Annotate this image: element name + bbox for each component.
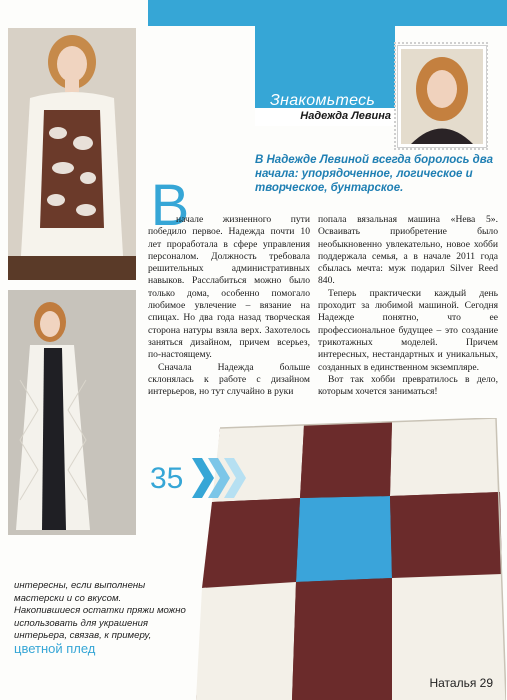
article-column-2 xyxy=(318,214,498,398)
page-footer: Наталья 29 xyxy=(429,676,493,690)
image-caption xyxy=(14,580,189,658)
paragraph: начале жизненного пути победило первое. Надежда почти 10 лет проработала в сфере управления персоналом. Должность требовала решительных административных навыков. Расслабиться можно было только дома, особенно помогало любимое увлечение – вязание на спицах. Но два года назад творческая сторона натуры взяла верх. Захотелось заняться дизайном, причем всерьез, по-настоящему. xyxy=(148,214,310,361)
caption-text: интересны, если выполнены мастерски и со вкусом. Накопившиеся остатки пряжи можно использовать для украшения интерьера, связав, к примеру, xyxy=(14,580,186,642)
lead-paragraph: В Надежде Левиной всегда боролось два начала: упорядоченное, логическое и творческое, бунтарское. xyxy=(255,154,493,194)
paragraph: попала вязальная машина «Нева 5». Осваивать приобретение было необыкновенно увлекательно, новое хобби поддержала семья, а в начале 2011 года сбылась мечта: муж подарил Silver Reed 840. xyxy=(318,214,498,287)
chevron-right-icon xyxy=(224,458,246,498)
section-kicker: Знакомьтесь xyxy=(270,92,376,109)
page-badge-number: 35 xyxy=(150,462,184,495)
photo-woman-lace-tunic xyxy=(8,28,136,280)
paragraph: Сначала Надежда больше склонялась к работе с дизайном интерьеров, но тут случайно в руки xyxy=(148,361,310,398)
paragraph: Вот так хобби превратилось в дело, которым хочется заниматься! xyxy=(318,373,498,398)
paragraph: Теперь практически каждый день проходит за любимой машиной. Сегодня Надежде понятно, что ее профессиональное будущее – это создание трикотажных моделей. Причем интересных, нестандартных и уникальных, созданных в единственном экземпляре. xyxy=(318,287,498,373)
header-band xyxy=(148,0,507,26)
article-column-1 xyxy=(148,214,310,398)
drop-cap: В xyxy=(150,173,190,238)
portrait-photo xyxy=(398,46,486,147)
photo-woman-long-cardigan xyxy=(8,290,136,535)
caption-highlight: цветной плед xyxy=(14,640,96,656)
person-name: Надежда Левина xyxy=(300,110,391,122)
